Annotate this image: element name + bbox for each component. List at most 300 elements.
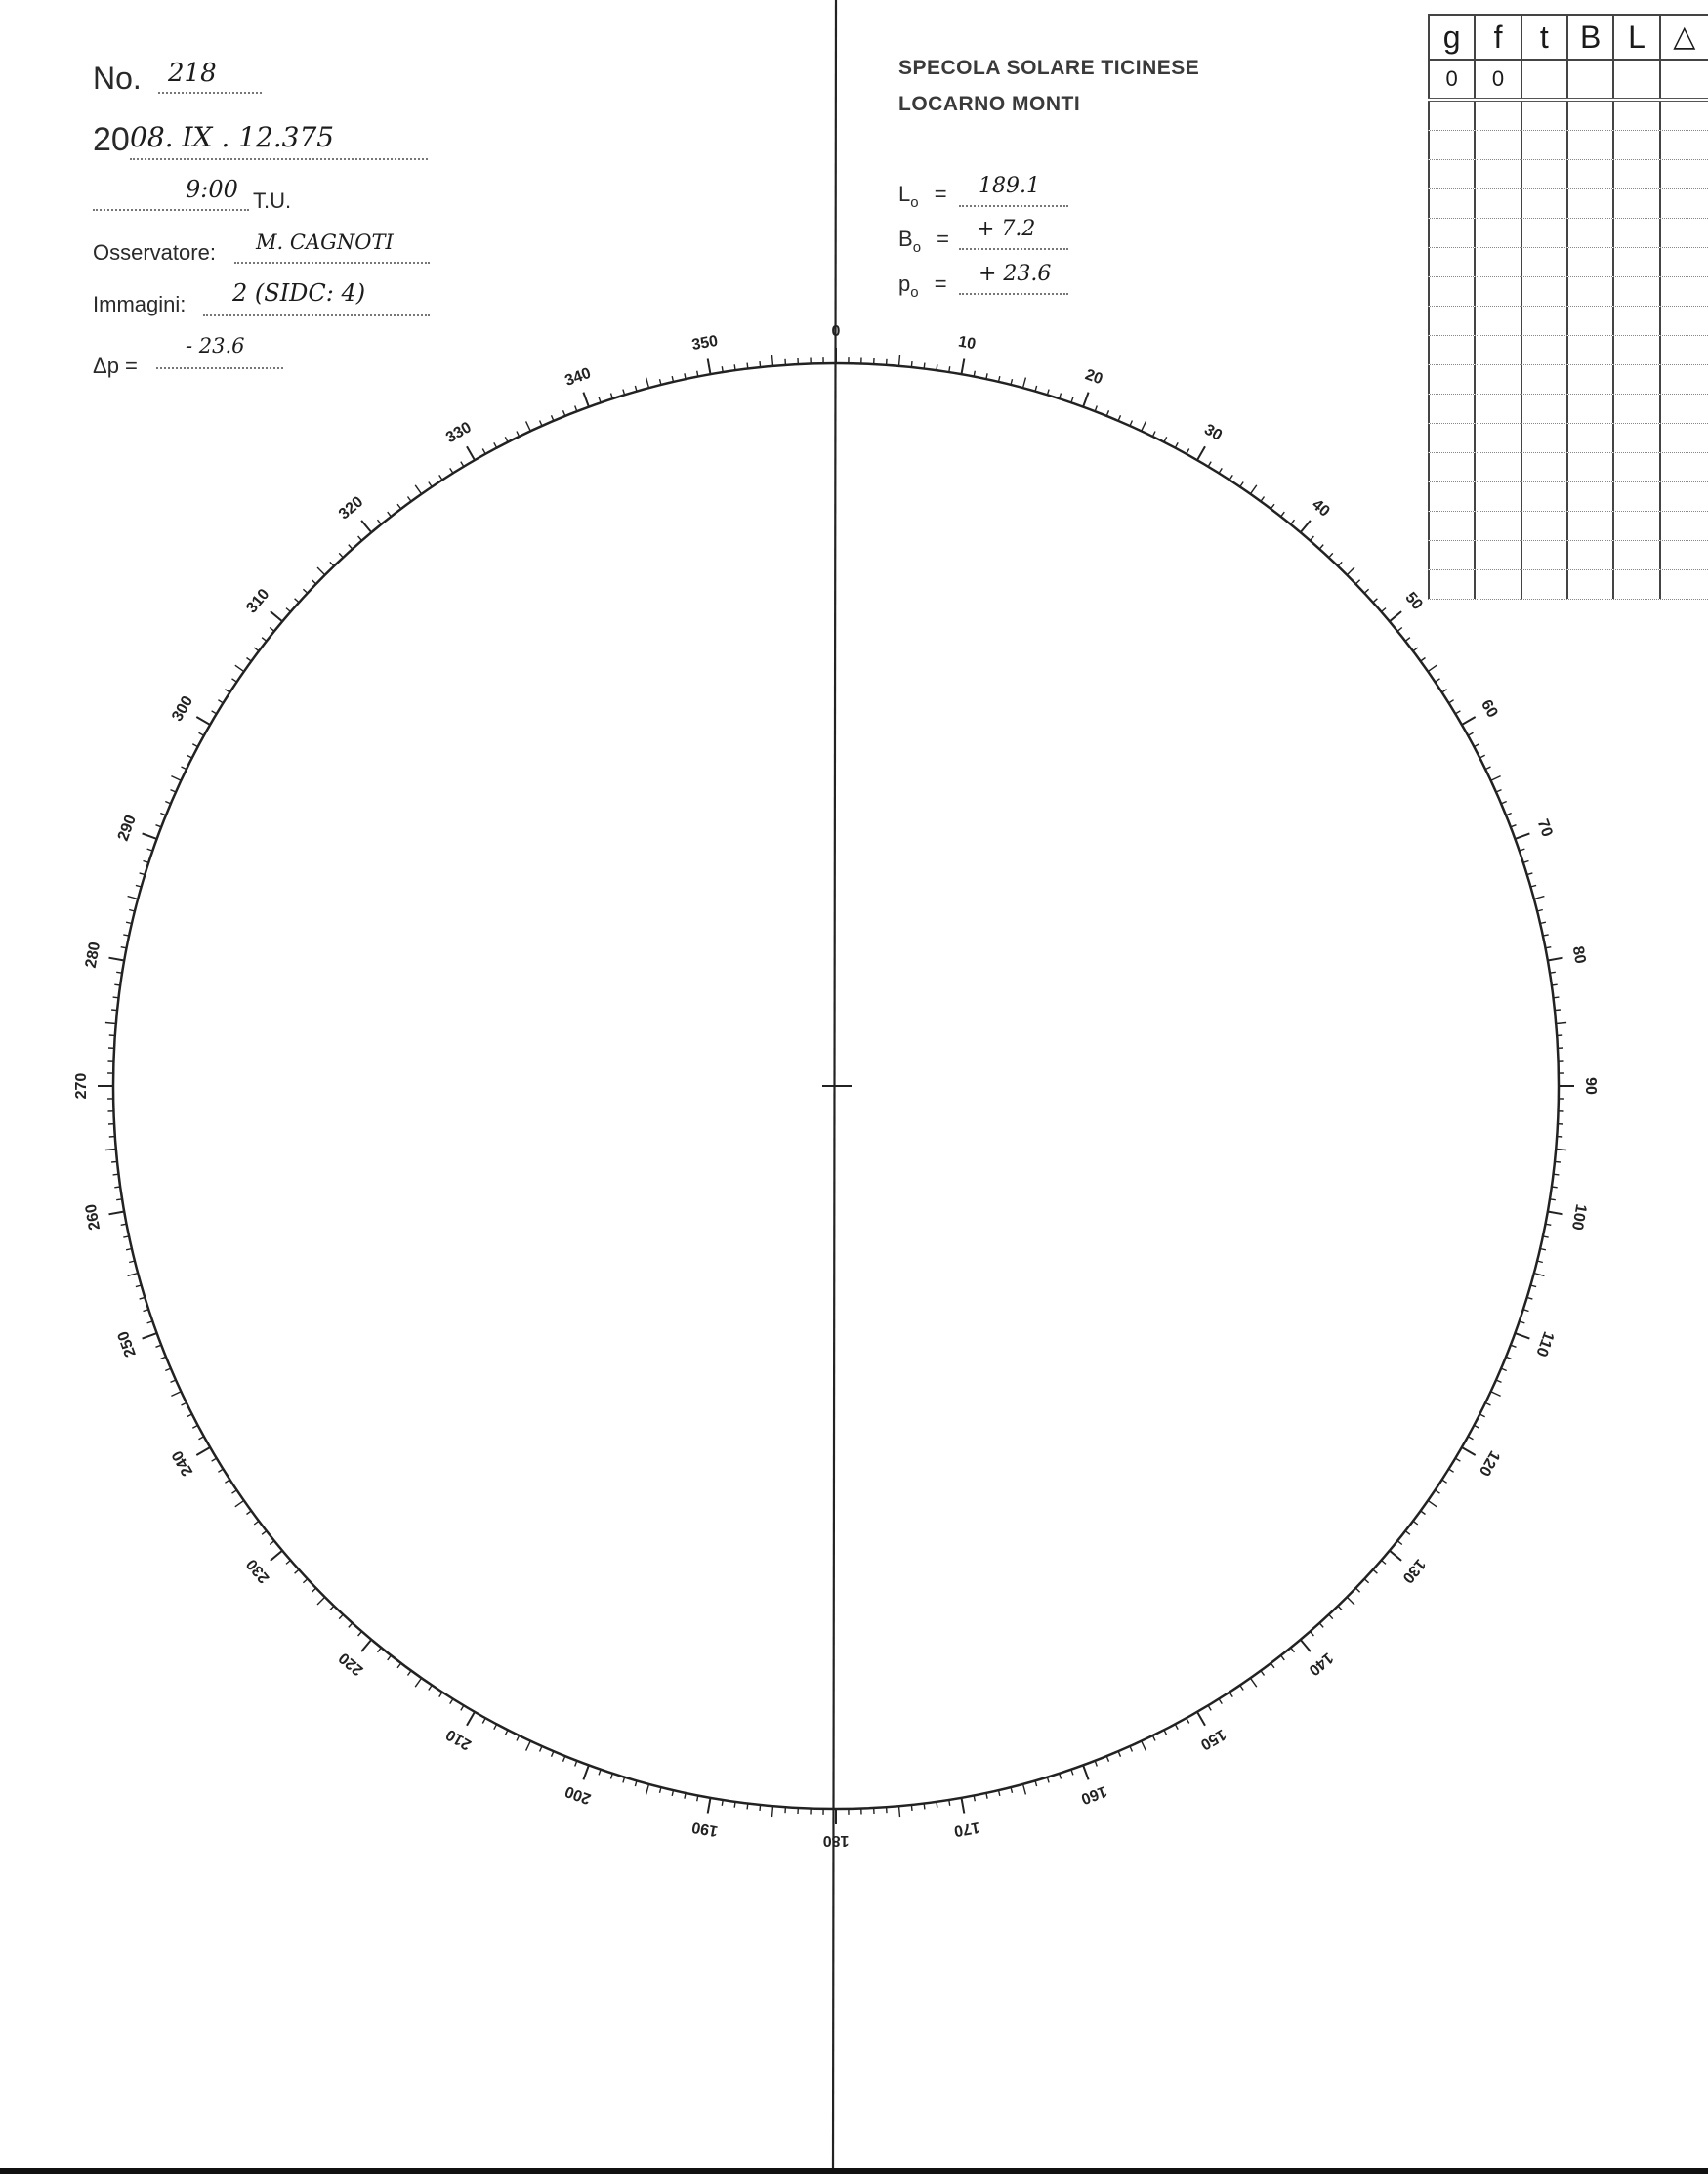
tick-161 <box>1071 1770 1073 1776</box>
tick-36 <box>1261 497 1265 502</box>
tick-209 <box>482 1718 485 1723</box>
param-p-symbol: p <box>898 272 911 296</box>
tick-229 <box>286 1561 291 1565</box>
tick-40 <box>1301 521 1311 532</box>
tick-37 <box>1271 504 1274 509</box>
tick-235 <box>235 1500 244 1506</box>
tick-129 <box>1397 1541 1402 1545</box>
tick-189 <box>722 1800 723 1806</box>
tick-215 <box>415 1678 421 1687</box>
param-L-sub: o <box>910 194 919 211</box>
tick-147 <box>1229 1693 1232 1697</box>
tick-34 <box>1240 482 1243 487</box>
tick-69 <box>1511 825 1517 827</box>
tick-30 <box>1197 446 1205 460</box>
tick-216 <box>408 1671 412 1676</box>
degree-label-320: 320 <box>335 493 367 523</box>
degree-label-180: 180 <box>822 1831 850 1849</box>
tick-277 <box>113 997 119 998</box>
tick-46 <box>1355 580 1359 584</box>
tick-118 <box>1474 1425 1479 1428</box>
tick-59 <box>1455 711 1460 714</box>
tick-131 <box>1382 1561 1387 1565</box>
degree-label-340: 340 <box>562 364 594 390</box>
tick-124 <box>1436 1490 1440 1493</box>
tick-233 <box>254 1521 259 1525</box>
images-value: 2 (SIDC: 4) <box>232 279 366 307</box>
tick-310 <box>271 611 282 621</box>
tick-252 <box>144 1310 149 1312</box>
tick-96 <box>1555 1161 1561 1162</box>
tick-26 <box>1152 432 1155 437</box>
tick-322 <box>388 512 392 517</box>
tick-225 <box>317 1597 325 1605</box>
tick-332 <box>494 442 497 447</box>
tick-330 <box>467 446 475 460</box>
tick-220 <box>361 1640 371 1651</box>
tick-64 <box>1485 767 1490 770</box>
tick-188 <box>734 1802 735 1808</box>
degree-label-50: 50 <box>1401 589 1426 613</box>
tick-6 <box>911 361 912 367</box>
tick-170 <box>962 1798 965 1814</box>
tick-29 <box>1187 449 1189 454</box>
tick-19 <box>1071 397 1073 403</box>
tick-45 <box>1347 567 1354 575</box>
tick-155 <box>1142 1741 1146 1751</box>
tick-100 <box>1548 1212 1563 1215</box>
tick-108 <box>1523 1310 1529 1312</box>
degree-label-210: 210 <box>443 1725 475 1753</box>
degree-label-30: 30 <box>1201 421 1226 444</box>
param-B-eq: = <box>937 227 950 251</box>
observatory-name: SPECOLA SOLARE TICINESE <box>898 57 1200 79</box>
degree-label-330: 330 <box>443 419 475 447</box>
tick-84 <box>1555 1010 1561 1011</box>
tick-351 <box>722 366 723 372</box>
tick-82 <box>1552 984 1558 985</box>
degree-label-190: 190 <box>690 1818 720 1840</box>
tick-255 <box>128 1274 139 1276</box>
tick-146 <box>1240 1686 1243 1691</box>
tick-126 <box>1421 1511 1426 1515</box>
tick-285 <box>128 897 139 899</box>
time-value: 9:00 <box>186 176 238 203</box>
param-L-value: 189.1 <box>979 174 1040 198</box>
degree-label-230: 230 <box>243 1555 273 1587</box>
tick-324 <box>408 497 412 502</box>
degree-label-160: 160 <box>1078 1782 1109 1808</box>
tick-50 <box>1390 611 1401 621</box>
tick-280 <box>109 958 125 961</box>
tick-54 <box>1421 658 1426 662</box>
grid-header-f: f <box>1474 16 1520 59</box>
degree-label-100: 100 <box>1567 1202 1590 1232</box>
tick-53 <box>1413 648 1418 651</box>
degree-label-250: 250 <box>114 1328 140 1359</box>
tick-298 <box>192 744 197 747</box>
number-label: No. <box>93 61 142 96</box>
tick-97 <box>1554 1174 1560 1175</box>
tick-295 <box>171 776 181 781</box>
tick-201 <box>575 1761 577 1767</box>
tick-138 <box>1319 1623 1323 1628</box>
tick-32 <box>1219 468 1222 473</box>
tick-325 <box>415 485 421 494</box>
param-B-sub: o <box>912 239 922 256</box>
tick-9 <box>949 366 950 372</box>
tick-329 <box>461 462 464 467</box>
tick-132 <box>1373 1569 1378 1573</box>
tick-275 <box>105 1023 116 1024</box>
tick-320 <box>361 521 371 532</box>
grid-cell-g[interactable]: 0 <box>1428 61 1474 98</box>
tick-173 <box>924 1804 925 1810</box>
tick-109 <box>1520 1321 1525 1323</box>
tick-190 <box>708 1798 711 1814</box>
tick-227 <box>303 1579 307 1583</box>
tick-326 <box>429 482 432 487</box>
tick-61 <box>1468 732 1473 735</box>
degree-label-300: 300 <box>169 693 197 725</box>
tick-117 <box>1479 1414 1484 1417</box>
tick-105 <box>1534 1274 1545 1276</box>
degree-label-270: 270 <box>73 1072 91 1100</box>
tick-139 <box>1311 1632 1314 1637</box>
tick-63 <box>1479 755 1484 758</box>
degree-label-80: 80 <box>1568 944 1589 966</box>
tick-205 <box>526 1741 531 1751</box>
tick-83 <box>1554 997 1560 998</box>
tick-296 <box>182 767 187 770</box>
param-L-eq: = <box>934 182 947 206</box>
tick-99 <box>1550 1199 1556 1200</box>
degree-label-240: 240 <box>169 1447 197 1479</box>
tick-241 <box>199 1437 204 1440</box>
tick-25 <box>1142 421 1146 431</box>
tick-355 <box>772 355 773 366</box>
tick-279 <box>116 972 122 973</box>
tick-236 <box>232 1490 237 1493</box>
observer-label: Osservatore: <box>93 240 216 265</box>
tick-72 <box>1523 861 1529 863</box>
observatory-location: LOCARNO MONTI <box>898 93 1081 115</box>
tick-135 <box>1347 1597 1354 1605</box>
tick-251 <box>147 1321 153 1323</box>
tick-217 <box>397 1663 401 1668</box>
tick-145 <box>1250 1678 1256 1687</box>
grid-header-triangle: △ <box>1659 16 1708 59</box>
degree-label-120: 120 <box>1475 1447 1503 1479</box>
tick-340 <box>583 393 589 407</box>
delta-p-value: - 23.6 <box>186 334 245 357</box>
tick-327 <box>439 475 442 480</box>
tick-212 <box>450 1699 453 1704</box>
tick-224 <box>330 1606 334 1610</box>
param-p-value: + 23.6 <box>979 262 1052 286</box>
tick-353 <box>747 363 748 369</box>
tick-81 <box>1550 972 1556 973</box>
tick-154 <box>1152 1735 1155 1740</box>
tick-153 <box>1164 1730 1167 1735</box>
tick-7 <box>924 363 925 369</box>
tick-175 <box>899 1806 900 1817</box>
tick-28 <box>1175 442 1178 447</box>
tick-122 <box>1449 1469 1454 1472</box>
degree-label-90: 90 <box>1581 1077 1599 1095</box>
tick-206 <box>517 1735 520 1740</box>
tick-71 <box>1520 849 1525 851</box>
tick-65 <box>1491 776 1501 781</box>
date-prefix: 20 <box>93 121 130 158</box>
tick-318 <box>349 545 353 550</box>
tick-18 <box>1060 394 1062 399</box>
tick-228 <box>295 1569 300 1573</box>
tick-328 <box>450 468 453 473</box>
tick-52 <box>1405 638 1410 642</box>
tick-187 <box>747 1804 748 1810</box>
number-value: 218 <box>168 59 217 88</box>
degree-label-20: 20 <box>1082 366 1105 389</box>
tick-210 <box>467 1712 475 1726</box>
degree-label-130: 130 <box>1398 1555 1429 1587</box>
tick-144 <box>1261 1671 1265 1676</box>
tick-70 <box>1515 833 1529 839</box>
tick-98 <box>1552 1187 1558 1188</box>
tick-57 <box>1442 690 1447 692</box>
tick-242 <box>192 1425 197 1428</box>
tick-291 <box>156 825 162 827</box>
degree-label-280: 280 <box>82 941 104 970</box>
tick-186 <box>760 1805 761 1811</box>
tick-208 <box>494 1724 497 1729</box>
tick-150 <box>1197 1712 1205 1726</box>
tick-141 <box>1291 1648 1295 1652</box>
grid-header-L: L <box>1612 16 1658 59</box>
tick-312 <box>295 599 300 603</box>
tick-308 <box>262 638 267 642</box>
tick-42 <box>1319 545 1323 550</box>
tick-197 <box>623 1777 625 1783</box>
tick-263 <box>113 1174 119 1175</box>
degree-label-110: 110 <box>1532 1329 1558 1359</box>
degree-label-0: 0 <box>831 323 841 341</box>
tick-276 <box>111 1010 117 1011</box>
tick-140 <box>1301 1640 1311 1651</box>
tick-60 <box>1462 717 1476 725</box>
tick-134 <box>1355 1588 1359 1592</box>
param-p-sub: o <box>910 284 919 301</box>
tick-289 <box>147 849 153 851</box>
tick-334 <box>517 432 520 437</box>
tick-51 <box>1397 628 1402 632</box>
tick-350 <box>708 359 711 375</box>
bottom-border <box>0 2168 1708 2174</box>
degree-label-60: 60 <box>1478 696 1501 721</box>
tick-15 <box>1023 378 1026 389</box>
tick-230 <box>271 1551 282 1561</box>
tick-110 <box>1515 1333 1529 1339</box>
tick-111 <box>1511 1345 1517 1347</box>
tick-314 <box>312 580 315 584</box>
tick-305 <box>235 665 244 671</box>
tick-315 <box>317 567 325 575</box>
images-label: Immagini: <box>93 292 187 316</box>
grid-cell-f[interactable]: 0 <box>1474 61 1520 98</box>
tick-222 <box>349 1623 353 1628</box>
tick-339 <box>575 406 577 412</box>
tick-264 <box>111 1161 117 1162</box>
tick-142 <box>1281 1655 1285 1660</box>
tick-199 <box>599 1770 601 1776</box>
tick-311 <box>286 608 291 612</box>
tick-107 <box>1527 1297 1533 1299</box>
tick-49 <box>1382 608 1387 612</box>
tick-116 <box>1485 1402 1490 1405</box>
degree-label-350: 350 <box>690 332 720 355</box>
tick-143 <box>1271 1663 1274 1668</box>
tick-185 <box>772 1806 773 1817</box>
tick-213 <box>439 1693 442 1697</box>
tick-249 <box>156 1345 162 1347</box>
degree-label-150: 150 <box>1197 1725 1229 1753</box>
degree-label-10: 10 <box>956 333 978 354</box>
grid-header-g: g <box>1428 16 1474 59</box>
tick-307 <box>254 648 259 651</box>
param-L-symbol: L <box>898 182 911 206</box>
tick-133 <box>1364 1579 1368 1583</box>
tick-119 <box>1468 1437 1473 1440</box>
tick-243 <box>187 1414 191 1417</box>
tick-303 <box>225 690 229 692</box>
tick-38 <box>1281 512 1285 517</box>
tick-221 <box>358 1632 362 1637</box>
tick-231 <box>270 1541 274 1545</box>
tick-35 <box>1250 485 1256 494</box>
tick-121 <box>1455 1458 1460 1461</box>
degree-label-310: 310 <box>243 585 273 617</box>
delta-p-label: Δp = <box>93 354 138 378</box>
tick-80 <box>1548 958 1563 961</box>
tick-211 <box>461 1705 464 1710</box>
tick-151 <box>1187 1718 1189 1723</box>
degree-label-290: 290 <box>114 813 140 844</box>
tick-240 <box>196 1447 210 1455</box>
tick-232 <box>262 1531 267 1535</box>
tick-31 <box>1208 462 1211 467</box>
grid-header-B: B <box>1566 16 1612 59</box>
tick-136 <box>1338 1606 1342 1610</box>
grid-header-t: t <box>1521 16 1566 59</box>
tick-317 <box>339 553 343 557</box>
tick-238 <box>218 1469 223 1472</box>
tick-20 <box>1083 393 1089 407</box>
tick-21 <box>1095 406 1097 412</box>
tick-335 <box>526 421 531 431</box>
tick-302 <box>218 700 223 703</box>
tick-130 <box>1390 1551 1401 1561</box>
tick-306 <box>247 658 252 662</box>
tick-323 <box>397 504 401 509</box>
tick-352 <box>734 364 735 370</box>
tick-41 <box>1311 536 1314 541</box>
degree-label-70: 70 <box>1533 816 1556 840</box>
tick-137 <box>1329 1614 1333 1618</box>
tick-73 <box>1527 873 1533 875</box>
tick-149 <box>1208 1705 1211 1710</box>
tick-218 <box>388 1655 392 1660</box>
tick-237 <box>225 1480 229 1483</box>
date-value: 08. IX . 12.375 <box>130 121 335 153</box>
tick-226 <box>312 1588 315 1592</box>
tick-174 <box>911 1805 912 1811</box>
tick-223 <box>339 1614 343 1618</box>
tick-62 <box>1474 744 1479 747</box>
tick-162 <box>1060 1774 1062 1779</box>
tick-219 <box>378 1648 382 1652</box>
tick-331 <box>482 449 485 454</box>
tick-58 <box>1449 700 1454 703</box>
tick-341 <box>599 397 601 403</box>
param-p-eq: = <box>934 272 947 296</box>
tick-321 <box>378 520 382 524</box>
tick-123 <box>1442 1480 1447 1483</box>
tick-152 <box>1175 1724 1178 1729</box>
degree-label-40: 40 <box>1309 496 1333 521</box>
tick-343 <box>623 390 625 396</box>
tick-39 <box>1291 520 1295 524</box>
degree-label-170: 170 <box>952 1818 981 1840</box>
tick-160 <box>1083 1765 1089 1779</box>
degree-label-200: 200 <box>562 1782 594 1808</box>
tick-33 <box>1229 475 1232 480</box>
tick-239 <box>212 1458 217 1461</box>
degree-label-260: 260 <box>82 1202 104 1232</box>
time-label: T.U. <box>253 188 292 213</box>
tick-290 <box>143 833 157 839</box>
tick-200 <box>583 1765 589 1779</box>
tick-299 <box>199 732 204 735</box>
tick-47 <box>1364 589 1368 593</box>
tick-309 <box>270 628 274 632</box>
tick-244 <box>182 1402 187 1405</box>
tick-127 <box>1413 1521 1418 1525</box>
tick-288 <box>144 861 149 863</box>
tick-198 <box>611 1774 613 1779</box>
tick-260 <box>109 1212 125 1215</box>
tick-163 <box>1047 1777 1049 1783</box>
tick-214 <box>429 1686 432 1691</box>
degree-label-220: 220 <box>335 1649 367 1679</box>
tick-354 <box>760 361 761 367</box>
tick-120 <box>1462 1447 1476 1455</box>
tick-195 <box>646 1784 649 1795</box>
tick-5 <box>899 355 900 366</box>
tick-342 <box>611 394 613 399</box>
tick-115 <box>1491 1392 1501 1397</box>
tick-165 <box>1023 1784 1026 1795</box>
tick-148 <box>1219 1699 1222 1704</box>
tick-10 <box>962 359 965 375</box>
tick-44 <box>1338 562 1342 565</box>
tick-253 <box>140 1297 146 1299</box>
tick-304 <box>232 679 237 682</box>
tick-245 <box>171 1392 181 1397</box>
tick-313 <box>303 589 307 593</box>
degree-label-140: 140 <box>1305 1649 1337 1679</box>
tick-43 <box>1329 553 1333 557</box>
tick-27 <box>1164 437 1167 441</box>
